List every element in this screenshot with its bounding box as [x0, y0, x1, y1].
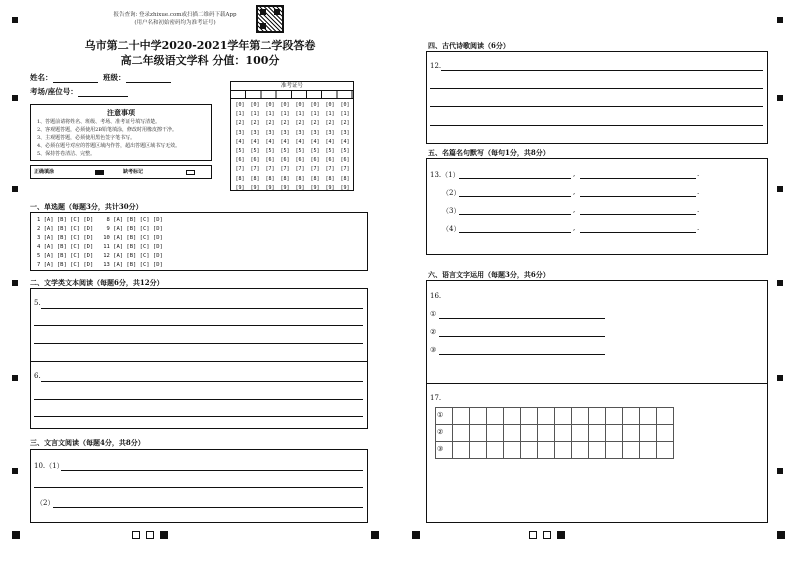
exam-id-column[interactable] — [338, 101, 352, 193]
question-6-label: 6. — [34, 372, 41, 380]
mc-row[interactable]: 1 [A] [B] [C] [D] 8 [A] [B] [C] [D] — [37, 217, 163, 223]
grid-cell[interactable] — [571, 407, 589, 425]
exam-id-box — [230, 81, 354, 191]
grid-cell[interactable] — [469, 424, 487, 442]
exam-id-digit[interactable]: [9] — [265, 184, 275, 191]
grid-cell[interactable] — [503, 424, 521, 442]
exam-id-digit[interactable]: [0] — [280, 102, 290, 108]
notice-item: 2、客观题答题，必须使用2B铅笔填涂，修改时用橡皮擦干净。 — [37, 127, 178, 133]
exam-id-digit[interactable]: [0] — [340, 102, 350, 108]
grid-cell[interactable] — [452, 424, 470, 442]
section3-box — [30, 449, 368, 523]
exam-id-digit[interactable]: [4] — [250, 138, 260, 145]
page-code-mark — [146, 531, 154, 539]
exam-id-digit[interactable]: [7] — [280, 166, 290, 173]
timing-mark — [777, 375, 783, 381]
grid-cell[interactable] — [622, 441, 640, 459]
grid-cell[interactable] — [537, 424, 555, 442]
exam-id-digit[interactable]: [1] — [310, 111, 320, 118]
notice-item: 1、答题前请将姓名、班级、考场、准考证号填写清楚。 — [37, 119, 161, 125]
exam-id-digit[interactable]: [8] — [310, 175, 320, 182]
exam-id-digit[interactable]: [4] — [325, 138, 335, 145]
grid-cell[interactable] — [622, 407, 640, 425]
answer-line[interactable] — [53, 507, 363, 508]
grid-cell[interactable] — [639, 407, 657, 425]
notice-item: 3、主观题答题，必须使用黑色签字笔书写。 — [37, 135, 136, 141]
section4-title: 四、古代诗歌阅读（6分） — [428, 41, 510, 50]
exam-id-digit[interactable]: [2] — [325, 120, 335, 127]
mc-row[interactable]: 5 [A] [B] [C] [D] 12 [A] [B] [C] [D] — [37, 253, 163, 259]
exam-id-digit[interactable]: [3] — [340, 129, 350, 136]
missing-exam-checkbox[interactable] — [186, 170, 195, 175]
answer-line[interactable] — [459, 178, 571, 179]
class-field[interactable]: 班级： — [103, 72, 171, 83]
timing-mark — [12, 375, 18, 381]
answer-line[interactable] — [61, 470, 363, 471]
grid-cell[interactable] — [571, 441, 589, 459]
timing-mark — [12, 186, 18, 192]
grid-cell[interactable] — [588, 424, 606, 442]
grid-cell[interactable] — [554, 441, 572, 459]
exam-id-digit[interactable]: [9] — [340, 184, 350, 191]
exam-id-digit[interactable]: [5] — [325, 147, 335, 154]
grid-cell[interactable] — [571, 424, 589, 442]
question-10-1-label: 10.（1） — [34, 462, 64, 470]
grid-cell[interactable] — [435, 424, 453, 442]
exam-id-digit[interactable]: [6] — [280, 157, 290, 164]
timing-mark — [412, 531, 420, 539]
exam-id-digit[interactable]: [6] — [235, 157, 245, 164]
answer-line[interactable] — [459, 214, 571, 215]
grid-row-label: ③ — [437, 445, 444, 453]
exam-id-digit[interactable]: [7] — [340, 166, 350, 173]
question-5-label: 5. — [34, 299, 41, 307]
section1-box — [30, 212, 368, 271]
exam-id-write-row[interactable] — [231, 91, 353, 99]
grid-cell[interactable] — [656, 424, 674, 442]
answer-line[interactable] — [430, 88, 763, 89]
exam-id-label: 准考证号 — [231, 82, 353, 91]
section2-box — [30, 288, 368, 429]
exam-id-digit[interactable]: [4] — [265, 138, 275, 145]
section4-box — [426, 51, 768, 144]
answer-line[interactable] — [34, 325, 363, 326]
grid-cell[interactable] — [435, 441, 453, 459]
timing-mark — [777, 186, 783, 192]
exam-id-digit[interactable]: [3] — [250, 129, 260, 136]
timing-mark — [777, 531, 785, 539]
grid-cell[interactable] — [656, 441, 674, 459]
timing-mark — [371, 531, 379, 539]
grid-cell[interactable] — [486, 441, 504, 459]
exam-id-digit[interactable]: [9] — [280, 184, 290, 191]
exam-id-digit[interactable]: [4] — [235, 138, 245, 145]
section5-box: 13.（1） , . （2） , . （3） , . （4） , . — [426, 158, 768, 255]
page-code-mark — [543, 531, 551, 539]
answer-line[interactable] — [41, 381, 363, 382]
grid-cell[interactable] — [537, 407, 555, 425]
exam-id-digit[interactable]: [4] — [340, 138, 350, 145]
exam-id-digit[interactable]: [3] — [265, 129, 275, 136]
page-title: 乌市第二十中学2020-2021学年第二学段答卷 高二年级语文学科 分值：100分 — [84, 39, 316, 67]
grid-cell[interactable] — [520, 407, 538, 425]
exam-id-digit[interactable]: [1] — [250, 111, 260, 118]
timing-mark — [12, 280, 18, 286]
grid-cell[interactable] — [554, 424, 572, 442]
exam-id-digit[interactable]: [9] — [310, 184, 320, 191]
grid-cell[interactable] — [605, 407, 623, 425]
missing-exam-label: 缺考标记 — [123, 169, 144, 175]
exam-id-column[interactable] — [293, 101, 307, 193]
section5-title: 五、名篇名句默写（每句1分，共8分） — [428, 148, 550, 157]
mc-row[interactable]: 7 [A] [B] [C] [D] 13 [A] [B] [C] [D] — [37, 262, 163, 268]
grid-cell[interactable] — [503, 407, 521, 425]
exam-id-digit[interactable]: [2] — [340, 120, 350, 127]
exam-id-digit[interactable]: [6] — [340, 157, 350, 164]
grid-cell[interactable] — [639, 424, 657, 442]
exam-id-digit[interactable]: [5] — [295, 147, 305, 154]
answer-line[interactable] — [34, 343, 363, 344]
exam-id-digit[interactable]: [4] — [295, 138, 305, 145]
exam-id-digit[interactable]: [2] — [265, 120, 275, 127]
section1-title: 一、单选题（每题3分，共计30分） — [30, 202, 143, 211]
question-10-2-label: （2） — [36, 499, 55, 507]
grid-cell[interactable] — [469, 441, 487, 459]
answer-line[interactable] — [41, 308, 363, 309]
page-code-mark — [557, 531, 565, 539]
question-17-label: 17. — [430, 394, 442, 402]
question-13-4-label: （4） — [442, 225, 461, 233]
grid-cell[interactable] — [656, 407, 674, 425]
answer-line[interactable] — [580, 196, 696, 197]
section6-box: 16. ① ② ③ 17. ① ② ③ — [426, 280, 768, 523]
notice-item: 5、保持答卷清洁、完整。 — [37, 151, 96, 157]
exam-id-digit[interactable]: [6] — [310, 157, 320, 164]
notice-box — [30, 104, 212, 161]
grid-cell[interactable] — [452, 441, 470, 459]
exam-id-digit[interactable]: [8] — [280, 175, 290, 182]
timing-mark — [777, 17, 783, 23]
page-code-mark — [132, 531, 140, 539]
answer-line[interactable] — [580, 214, 696, 215]
exam-id-digit[interactable]: [1] — [325, 111, 335, 118]
grid-row-label: ② — [437, 428, 444, 436]
exam-id-digit[interactable]: [8] — [250, 175, 260, 182]
exam-id-digit[interactable]: [7] — [250, 166, 260, 173]
page-code-mark — [529, 531, 537, 539]
answer-line[interactable] — [439, 318, 605, 319]
page-code-mark — [160, 531, 168, 539]
exam-id-digit[interactable]: [8] — [295, 175, 305, 182]
exam-id-digit[interactable]: [5] — [280, 147, 290, 154]
exam-id-digit[interactable]: [5] — [235, 147, 245, 154]
timing-mark — [777, 280, 783, 286]
answer-line[interactable] — [34, 487, 363, 488]
section6-title: 六、语言文字运用（每题3分，共6分） — [428, 270, 550, 279]
exam-id-column[interactable] — [278, 101, 292, 193]
answer-line[interactable] — [439, 354, 605, 355]
grid-cell[interactable] — [588, 441, 606, 459]
exam-id-digit[interactable]: [5] — [265, 147, 275, 154]
exam-id-digit[interactable]: [8] — [325, 175, 335, 182]
mc-row[interactable]: 4 [A] [B] [C] [D] 11 [A] [B] [C] [D] — [37, 244, 163, 250]
exam-id-column[interactable] — [308, 101, 322, 193]
section3-title: 三、文言文阅读（每题4分，共8分） — [30, 438, 145, 447]
question-16-label: 16. — [430, 292, 442, 300]
exam-id-digit[interactable]: [5] — [310, 147, 320, 154]
exam-id-digit[interactable]: [3] — [235, 129, 245, 136]
grid-cell[interactable] — [452, 407, 470, 425]
grid-cell[interactable] — [435, 407, 453, 425]
fill-legend — [30, 165, 212, 179]
question-13-2-label: （2） — [442, 189, 461, 197]
exam-id-digit[interactable]: [2] — [310, 120, 320, 127]
answer-line[interactable] — [580, 178, 696, 179]
correct-fill-sample — [95, 170, 104, 175]
exam-id-digit[interactable]: [0] — [265, 102, 275, 108]
exam-id-digit[interactable]: [0] — [235, 102, 245, 108]
grid-cell[interactable] — [605, 441, 623, 459]
grid-cell[interactable] — [486, 407, 504, 425]
answer-line[interactable] — [441, 70, 763, 71]
answer-line[interactable] — [430, 125, 763, 126]
exam-id-digit[interactable]: [6] — [265, 157, 275, 164]
exam-id-digit[interactable]: [8] — [340, 175, 350, 182]
exam-id-digit[interactable]: [6] — [250, 157, 260, 164]
exam-id-digit[interactable]: [4] — [280, 138, 290, 145]
answer-line[interactable] — [459, 232, 571, 233]
exam-id-digit[interactable]: [0] — [250, 102, 260, 108]
qr-code — [256, 5, 284, 33]
report-note: 报告查询: 登录zhixue.com或扫描二维码下载App (用户名和初始密码均为准考证号) — [113, 12, 237, 26]
exam-id-column[interactable] — [323, 101, 337, 193]
exam-id-digit[interactable]: [4] — [310, 138, 320, 145]
grid-cell[interactable] — [639, 441, 657, 459]
exam-id-digit[interactable]: [1] — [265, 111, 275, 118]
exam-id-digit[interactable]: [7] — [325, 166, 335, 173]
exam-id-digit[interactable]: [0] — [310, 102, 320, 108]
exam-id-digit[interactable]: [3] — [310, 129, 320, 136]
exam-id-digit[interactable]: [9] — [235, 184, 245, 191]
answer-line[interactable] — [439, 336, 605, 337]
exam-id-digit[interactable]: [9] — [325, 184, 335, 191]
mc-row[interactable]: 3 [A] [B] [C] [D] 10 [A] [B] [C] [D] — [37, 235, 163, 241]
exam-id-digit[interactable]: [1] — [340, 111, 350, 118]
mc-row[interactable]: 2 [A] [B] [C] [D] 9 [A] [B] [C] [D] — [37, 226, 163, 232]
answer-line[interactable] — [34, 416, 363, 417]
timing-mark — [12, 17, 18, 23]
question-13-1-label: 13.（1） — [430, 171, 460, 179]
question-13-3-label: （3） — [442, 207, 461, 215]
grid-cell[interactable] — [554, 407, 572, 425]
exam-id-digit[interactable]: [7] — [265, 166, 275, 173]
notice-title: 注意事项 — [107, 108, 135, 117]
timing-mark — [12, 468, 18, 474]
answer-line[interactable] — [430, 106, 763, 107]
grid-cell[interactable] — [622, 424, 640, 442]
exam-id-column[interactable] — [233, 101, 247, 193]
exam-id-digit[interactable]: [1] — [280, 111, 290, 118]
timing-mark — [777, 468, 783, 474]
answer-line[interactable] — [459, 196, 571, 197]
seat-field[interactable]: 考场/座位号： — [30, 86, 128, 97]
grid-cell[interactable] — [520, 441, 538, 459]
grid-cell[interactable] — [469, 407, 487, 425]
exam-id-digit[interactable]: [5] — [250, 147, 260, 154]
exam-id-digit[interactable]: [2] — [250, 120, 260, 127]
grid-cell[interactable] — [605, 424, 623, 442]
exam-id-digit[interactable]: [1] — [235, 111, 245, 118]
exam-id-digit[interactable]: [3] — [295, 129, 305, 136]
exam-id-digit[interactable]: [2] — [295, 120, 305, 127]
exam-id-digit[interactable]: [2] — [235, 120, 245, 127]
grid-cell[interactable] — [503, 441, 521, 459]
exam-id-digit[interactable]: [9] — [250, 184, 260, 191]
exam-id-column[interactable] — [263, 101, 277, 193]
exam-id-digit[interactable]: [6] — [325, 157, 335, 164]
name-field[interactable]: 姓名： — [30, 72, 98, 83]
exam-id-digit[interactable]: [7] — [235, 166, 245, 173]
timing-mark — [12, 531, 20, 539]
answer-line[interactable] — [580, 232, 696, 233]
answer-line[interactable] — [34, 399, 363, 400]
timing-mark — [12, 95, 18, 101]
exam-id-digit[interactable]: [3] — [280, 129, 290, 136]
grid-cell[interactable] — [486, 424, 504, 442]
grid-cell[interactable] — [588, 407, 606, 425]
writing-grid[interactable] — [435, 407, 695, 467]
exam-id-digit[interactable]: [9] — [295, 184, 305, 191]
notice-item: 4、必须在题号对应的答题区域内作答，超出答题区域书写无效。 — [37, 143, 181, 149]
exam-id-digit[interactable]: [0] — [325, 102, 335, 108]
section2-title: 二、文学类文本阅读（每题6分，共12分） — [30, 278, 164, 287]
correct-fill-label: 正确填涂 — [34, 169, 55, 175]
exam-id-digit[interactable]: [1] — [295, 111, 305, 118]
exam-id-digit[interactable]: [6] — [295, 157, 305, 164]
exam-id-digit[interactable]: [7] — [295, 166, 305, 173]
timing-mark — [777, 95, 783, 101]
grid-cell[interactable] — [520, 424, 538, 442]
exam-id-digit[interactable]: [8] — [235, 175, 245, 182]
exam-id-digit[interactable]: [8] — [265, 175, 275, 182]
exam-id-digit[interactable]: [7] — [310, 166, 320, 173]
grid-row-label: ① — [437, 411, 444, 419]
exam-id-digit[interactable]: [0] — [295, 102, 305, 108]
exam-id-digit[interactable]: [3] — [325, 129, 335, 136]
question-12-label: 12. — [430, 62, 442, 70]
exam-id-column[interactable] — [248, 101, 262, 193]
exam-id-digit[interactable]: [5] — [340, 147, 350, 154]
grid-cell[interactable] — [537, 441, 555, 459]
exam-id-digit[interactable]: [2] — [280, 120, 290, 127]
